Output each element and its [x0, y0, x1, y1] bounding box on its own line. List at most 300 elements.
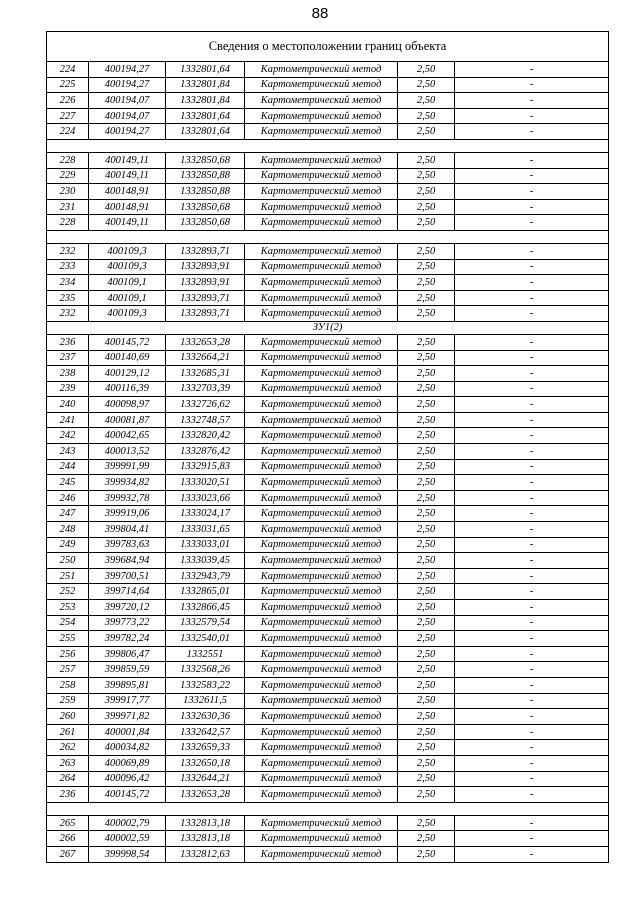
accuracy-cell: 2,50 [398, 646, 455, 662]
table-row [47, 62, 609, 78]
y-coordinate-cell: 1332801,64 [166, 124, 245, 140]
section-label: ЗУ1(2) [47, 321, 609, 334]
table-row [47, 199, 609, 215]
y-coordinate-cell: 1333023,66 [166, 490, 245, 506]
accuracy-cell: 2,50 [398, 709, 455, 725]
x-coordinate-cell: 400129,12 [89, 366, 166, 382]
method-cell: Картометрический метод [245, 62, 398, 78]
table-row [47, 397, 609, 413]
method-cell: Картометрический метод [245, 397, 398, 413]
table-row [47, 677, 609, 693]
method-cell: Картометрический метод [245, 693, 398, 709]
x-coordinate-cell: 399806,47 [89, 646, 166, 662]
description-cell: - [455, 475, 609, 491]
description-cell: - [455, 215, 609, 231]
description-cell: - [455, 306, 609, 322]
table-row [47, 459, 609, 475]
y-coordinate-cell: 1332893,71 [166, 290, 245, 306]
description-cell: - [455, 62, 609, 78]
point-number-cell: 253 [47, 600, 89, 616]
table-row [47, 631, 609, 647]
point-number-cell: 242 [47, 428, 89, 444]
method-cell: Картометрический метод [245, 724, 398, 740]
method-cell: Картометрический метод [245, 184, 398, 200]
x-coordinate-cell: 400042,65 [89, 428, 166, 444]
accuracy-cell: 2,50 [398, 199, 455, 215]
point-number-cell: 249 [47, 537, 89, 553]
method-cell: Картометрический метод [245, 771, 398, 787]
y-coordinate-cell: 1332726,62 [166, 397, 245, 413]
method-cell: Картометрический метод [245, 815, 398, 831]
method-cell: Картометрический метод [245, 350, 398, 366]
description-cell: - [455, 366, 609, 382]
table-row [47, 490, 609, 506]
method-cell: Картометрический метод [245, 615, 398, 631]
description-cell: - [455, 428, 609, 444]
method-cell: Картометрический метод [245, 677, 398, 693]
accuracy-cell: 2,50 [398, 787, 455, 803]
table-row [47, 584, 609, 600]
point-number-cell: 255 [47, 631, 89, 647]
method-cell: Картометрический метод [245, 506, 398, 522]
point-number-cell: 259 [47, 693, 89, 709]
method-cell: Картометрический метод [245, 646, 398, 662]
y-coordinate-cell: 1332703,39 [166, 381, 245, 397]
method-cell: Картометрический метод [245, 846, 398, 862]
method-cell: Картометрический метод [245, 108, 398, 124]
method-cell: Картометрический метод [245, 600, 398, 616]
x-coordinate-cell: 399804,41 [89, 522, 166, 538]
description-cell: - [455, 522, 609, 538]
table-row [47, 740, 609, 756]
x-coordinate-cell: 399934,82 [89, 475, 166, 491]
table-row [47, 152, 609, 168]
description-cell: - [455, 537, 609, 553]
y-coordinate-cell: 1332568,26 [166, 662, 245, 678]
description-cell: - [455, 740, 609, 756]
x-coordinate-cell: 400081,87 [89, 412, 166, 428]
point-number-cell: 266 [47, 831, 89, 847]
table-row [47, 662, 609, 678]
accuracy-cell: 2,50 [398, 381, 455, 397]
description-cell: - [455, 334, 609, 350]
point-number-cell: 246 [47, 490, 89, 506]
point-number-cell: 229 [47, 168, 89, 184]
accuracy-cell: 2,50 [398, 693, 455, 709]
accuracy-cell: 2,50 [398, 77, 455, 93]
table-row [47, 846, 609, 862]
point-number-cell: 228 [47, 215, 89, 231]
y-coordinate-cell: 1333031,65 [166, 522, 245, 538]
y-coordinate-cell: 1332812,63 [166, 846, 245, 862]
accuracy-cell: 2,50 [398, 771, 455, 787]
x-coordinate-cell: 399720,12 [89, 600, 166, 616]
accuracy-cell: 2,50 [398, 600, 455, 616]
x-coordinate-cell: 400109,3 [89, 259, 166, 275]
method-cell: Картометрический метод [245, 275, 398, 291]
point-number-cell: 232 [47, 243, 89, 259]
x-coordinate-cell: 400148,91 [89, 199, 166, 215]
y-coordinate-cell: 1333033,01 [166, 537, 245, 553]
description-cell: - [455, 600, 609, 616]
description-cell: - [455, 152, 609, 168]
method-cell: Картометрический метод [245, 290, 398, 306]
description-cell: - [455, 459, 609, 475]
y-coordinate-cell: 1332915,83 [166, 459, 245, 475]
y-coordinate-cell: 1332644,21 [166, 771, 245, 787]
accuracy-cell: 2,50 [398, 615, 455, 631]
method-cell: Картометрический метод [245, 366, 398, 382]
description-cell: - [455, 397, 609, 413]
y-coordinate-cell: 1332801,64 [166, 108, 245, 124]
x-coordinate-cell: 400194,07 [89, 108, 166, 124]
table-row [47, 537, 609, 553]
point-number-cell: 230 [47, 184, 89, 200]
accuracy-cell: 2,50 [398, 459, 455, 475]
accuracy-cell: 2,50 [398, 428, 455, 444]
y-coordinate-cell: 1333024,17 [166, 506, 245, 522]
table-row [47, 444, 609, 460]
gap-cell [47, 139, 609, 152]
description-cell: - [455, 831, 609, 847]
table-row [47, 259, 609, 275]
point-number-cell: 224 [47, 62, 89, 78]
boundary-coordinates-table [46, 31, 609, 863]
table-gap-row [47, 230, 609, 243]
table-row [47, 412, 609, 428]
y-coordinate-cell: 1332642,57 [166, 724, 245, 740]
description-cell: - [455, 108, 609, 124]
accuracy-cell: 2,50 [398, 184, 455, 200]
x-coordinate-cell: 400109,3 [89, 243, 166, 259]
x-coordinate-cell: 400109,3 [89, 306, 166, 322]
table-row [47, 381, 609, 397]
accuracy-cell: 2,50 [398, 290, 455, 306]
point-number-cell: 258 [47, 677, 89, 693]
y-coordinate-cell: 1332801,64 [166, 62, 245, 78]
accuracy-cell: 2,50 [398, 537, 455, 553]
point-number-cell: 236 [47, 787, 89, 803]
accuracy-cell: 2,50 [398, 724, 455, 740]
accuracy-cell: 2,50 [398, 259, 455, 275]
method-cell: Картометрический метод [245, 381, 398, 397]
method-cell: Картометрический метод [245, 444, 398, 460]
accuracy-cell: 2,50 [398, 506, 455, 522]
method-cell: Картометрический метод [245, 428, 398, 444]
table-row [47, 184, 609, 200]
table-body [47, 32, 609, 863]
point-number-cell: 243 [47, 444, 89, 460]
y-coordinate-cell: 1333039,45 [166, 553, 245, 569]
y-coordinate-cell: 1332850,68 [166, 152, 245, 168]
point-number-cell: 235 [47, 290, 89, 306]
accuracy-cell: 2,50 [398, 412, 455, 428]
point-number-cell: 231 [47, 199, 89, 215]
x-coordinate-cell: 399917,77 [89, 693, 166, 709]
table-row [47, 787, 609, 803]
table-row [47, 108, 609, 124]
point-number-cell: 263 [47, 755, 89, 771]
x-coordinate-cell: 400149,11 [89, 152, 166, 168]
x-coordinate-cell: 400194,27 [89, 62, 166, 78]
x-coordinate-cell: 399919,06 [89, 506, 166, 522]
method-cell: Картометрический метод [245, 553, 398, 569]
method-cell: Картометрический метод [245, 93, 398, 109]
method-cell: Картометрический метод [245, 124, 398, 140]
table-title-row [47, 32, 609, 62]
point-number-cell: 262 [47, 740, 89, 756]
x-coordinate-cell: 400194,27 [89, 77, 166, 93]
y-coordinate-cell: 1332876,42 [166, 444, 245, 460]
method-cell: Картометрический метод [245, 755, 398, 771]
description-cell: - [455, 646, 609, 662]
description-cell: - [455, 506, 609, 522]
description-cell: - [455, 631, 609, 647]
table-row [47, 724, 609, 740]
point-number-cell: 239 [47, 381, 89, 397]
point-number-cell: 250 [47, 553, 89, 569]
point-number-cell: 240 [47, 397, 89, 413]
accuracy-cell: 2,50 [398, 677, 455, 693]
x-coordinate-cell: 400069,89 [89, 755, 166, 771]
x-coordinate-cell: 400140,69 [89, 350, 166, 366]
method-cell: Картометрический метод [245, 787, 398, 803]
y-coordinate-cell: 1332865,01 [166, 584, 245, 600]
y-coordinate-cell: 1332820,42 [166, 428, 245, 444]
table-row [47, 350, 609, 366]
x-coordinate-cell: 400109,1 [89, 275, 166, 291]
accuracy-cell: 2,50 [398, 366, 455, 382]
method-cell: Картометрический метод [245, 490, 398, 506]
description-cell: - [455, 77, 609, 93]
table-row [47, 334, 609, 350]
accuracy-cell: 2,50 [398, 124, 455, 140]
description-cell: - [455, 412, 609, 428]
x-coordinate-cell: 400002,59 [89, 831, 166, 847]
accuracy-cell: 2,50 [398, 831, 455, 847]
table-row [47, 306, 609, 322]
method-cell: Картометрический метод [245, 709, 398, 725]
description-cell: - [455, 846, 609, 862]
table-row [47, 709, 609, 725]
description-cell: - [455, 444, 609, 460]
description-cell: - [455, 755, 609, 771]
point-number-cell: 236 [47, 334, 89, 350]
table-row [47, 553, 609, 569]
x-coordinate-cell: 399998,54 [89, 846, 166, 862]
table-row [47, 428, 609, 444]
description-cell: - [455, 381, 609, 397]
x-coordinate-cell: 399714,64 [89, 584, 166, 600]
y-coordinate-cell: 1332579,54 [166, 615, 245, 631]
description-cell: - [455, 490, 609, 506]
x-coordinate-cell: 399971,82 [89, 709, 166, 725]
accuracy-cell: 2,50 [398, 568, 455, 584]
accuracy-cell: 2,50 [398, 755, 455, 771]
point-number-cell: 261 [47, 724, 89, 740]
y-coordinate-cell: 1332893,91 [166, 259, 245, 275]
x-coordinate-cell: 400149,11 [89, 215, 166, 231]
point-number-cell: 254 [47, 615, 89, 631]
table-row [47, 124, 609, 140]
accuracy-cell: 2,50 [398, 168, 455, 184]
description-cell: - [455, 168, 609, 184]
table-title: Сведения о местоположении границ объекта [47, 32, 609, 62]
table-section-row [47, 321, 609, 334]
y-coordinate-cell: 1332653,28 [166, 334, 245, 350]
x-coordinate-cell: 399783,63 [89, 537, 166, 553]
table-row [47, 615, 609, 631]
description-cell: - [455, 184, 609, 200]
y-coordinate-cell: 1332630,36 [166, 709, 245, 725]
x-coordinate-cell: 400116,39 [89, 381, 166, 397]
table-row [47, 693, 609, 709]
description-cell: - [455, 553, 609, 569]
x-coordinate-cell: 399932,78 [89, 490, 166, 506]
description-cell: - [455, 787, 609, 803]
y-coordinate-cell: 1332813,18 [166, 831, 245, 847]
accuracy-cell: 2,50 [398, 306, 455, 322]
description-cell: - [455, 275, 609, 291]
point-number-cell: 267 [47, 846, 89, 862]
description-cell: - [455, 677, 609, 693]
description-cell: - [455, 709, 609, 725]
point-number-cell: 244 [47, 459, 89, 475]
method-cell: Картометрический метод [245, 77, 398, 93]
description-cell: - [455, 771, 609, 787]
accuracy-cell: 2,50 [398, 397, 455, 413]
x-coordinate-cell: 400109,1 [89, 290, 166, 306]
point-number-cell: 238 [47, 366, 89, 382]
accuracy-cell: 2,50 [398, 62, 455, 78]
y-coordinate-cell: 1332893,71 [166, 243, 245, 259]
table-row [47, 506, 609, 522]
point-number-cell: 232 [47, 306, 89, 322]
description-cell: - [455, 815, 609, 831]
point-number-cell: 256 [47, 646, 89, 662]
accuracy-cell: 2,50 [398, 584, 455, 600]
point-number-cell: 247 [47, 506, 89, 522]
table-row [47, 755, 609, 771]
x-coordinate-cell: 399782,24 [89, 631, 166, 647]
point-number-cell: 227 [47, 108, 89, 124]
point-number-cell: 225 [47, 77, 89, 93]
method-cell: Картометрический метод [245, 215, 398, 231]
method-cell: Картометрический метод [245, 631, 398, 647]
point-number-cell: 228 [47, 152, 89, 168]
table-row [47, 646, 609, 662]
x-coordinate-cell: 399859,59 [89, 662, 166, 678]
description-cell: - [455, 584, 609, 600]
method-cell: Картометрический метод [245, 584, 398, 600]
method-cell: Картометрический метод [245, 168, 398, 184]
x-coordinate-cell: 400149,11 [89, 168, 166, 184]
table-row [47, 77, 609, 93]
x-coordinate-cell: 399700,51 [89, 568, 166, 584]
y-coordinate-cell: 1332866,45 [166, 600, 245, 616]
accuracy-cell: 2,50 [398, 553, 455, 569]
y-coordinate-cell: 1332801,84 [166, 93, 245, 109]
description-cell: - [455, 199, 609, 215]
gap-cell [47, 802, 609, 815]
x-coordinate-cell: 400013,52 [89, 444, 166, 460]
y-coordinate-cell: 1332850,88 [166, 184, 245, 200]
accuracy-cell: 2,50 [398, 475, 455, 491]
accuracy-cell: 2,50 [398, 740, 455, 756]
x-coordinate-cell: 400096,42 [89, 771, 166, 787]
point-number-cell: 234 [47, 275, 89, 291]
method-cell: Картометрический метод [245, 334, 398, 350]
x-coordinate-cell: 400098,97 [89, 397, 166, 413]
table-row [47, 771, 609, 787]
table-row [47, 600, 609, 616]
description-cell: - [455, 568, 609, 584]
method-cell: Картометрический метод [245, 306, 398, 322]
point-number-cell: 260 [47, 709, 89, 725]
x-coordinate-cell: 399773,22 [89, 615, 166, 631]
point-number-cell: 257 [47, 662, 89, 678]
method-cell: Картометрический метод [245, 259, 398, 275]
description-cell: - [455, 615, 609, 631]
gap-cell [47, 230, 609, 243]
accuracy-cell: 2,50 [398, 350, 455, 366]
accuracy-cell: 2,50 [398, 662, 455, 678]
accuracy-cell: 2,50 [398, 243, 455, 259]
description-cell: - [455, 93, 609, 109]
accuracy-cell: 2,50 [398, 108, 455, 124]
table-row [47, 522, 609, 538]
method-cell: Картометрический метод [245, 568, 398, 584]
table-row [47, 93, 609, 109]
x-coordinate-cell: 400148,91 [89, 184, 166, 200]
description-cell: - [455, 290, 609, 306]
x-coordinate-cell: 399684,94 [89, 553, 166, 569]
accuracy-cell: 2,50 [398, 275, 455, 291]
method-cell: Картометрический метод [245, 537, 398, 553]
method-cell: Картометрический метод [245, 740, 398, 756]
point-number-cell: 248 [47, 522, 89, 538]
y-coordinate-cell: 1332664,21 [166, 350, 245, 366]
y-coordinate-cell: 1332801,84 [166, 77, 245, 93]
point-number-cell: 245 [47, 475, 89, 491]
table-gap-row [47, 139, 609, 152]
method-cell: Картометрический метод [245, 459, 398, 475]
x-coordinate-cell: 400194,27 [89, 124, 166, 140]
y-coordinate-cell: 1333020,51 [166, 475, 245, 491]
y-coordinate-cell: 1332893,71 [166, 306, 245, 322]
point-number-cell: 264 [47, 771, 89, 787]
method-cell: Картометрический метод [245, 831, 398, 847]
accuracy-cell: 2,50 [398, 815, 455, 831]
method-cell: Картометрический метод [245, 475, 398, 491]
description-cell: - [455, 124, 609, 140]
point-number-cell: 233 [47, 259, 89, 275]
method-cell: Картометрический метод [245, 243, 398, 259]
x-coordinate-cell: 400145,72 [89, 334, 166, 350]
y-coordinate-cell: 1332685,31 [166, 366, 245, 382]
method-cell: Картометрический метод [245, 412, 398, 428]
accuracy-cell: 2,50 [398, 490, 455, 506]
description-cell: - [455, 693, 609, 709]
accuracy-cell: 2,50 [398, 334, 455, 350]
accuracy-cell: 2,50 [398, 846, 455, 862]
method-cell: Картометрический метод [245, 152, 398, 168]
table-gap-row [47, 802, 609, 815]
x-coordinate-cell: 399991,99 [89, 459, 166, 475]
accuracy-cell: 2,50 [398, 631, 455, 647]
y-coordinate-cell: 1332583,22 [166, 677, 245, 693]
y-coordinate-cell: 1332850,68 [166, 215, 245, 231]
